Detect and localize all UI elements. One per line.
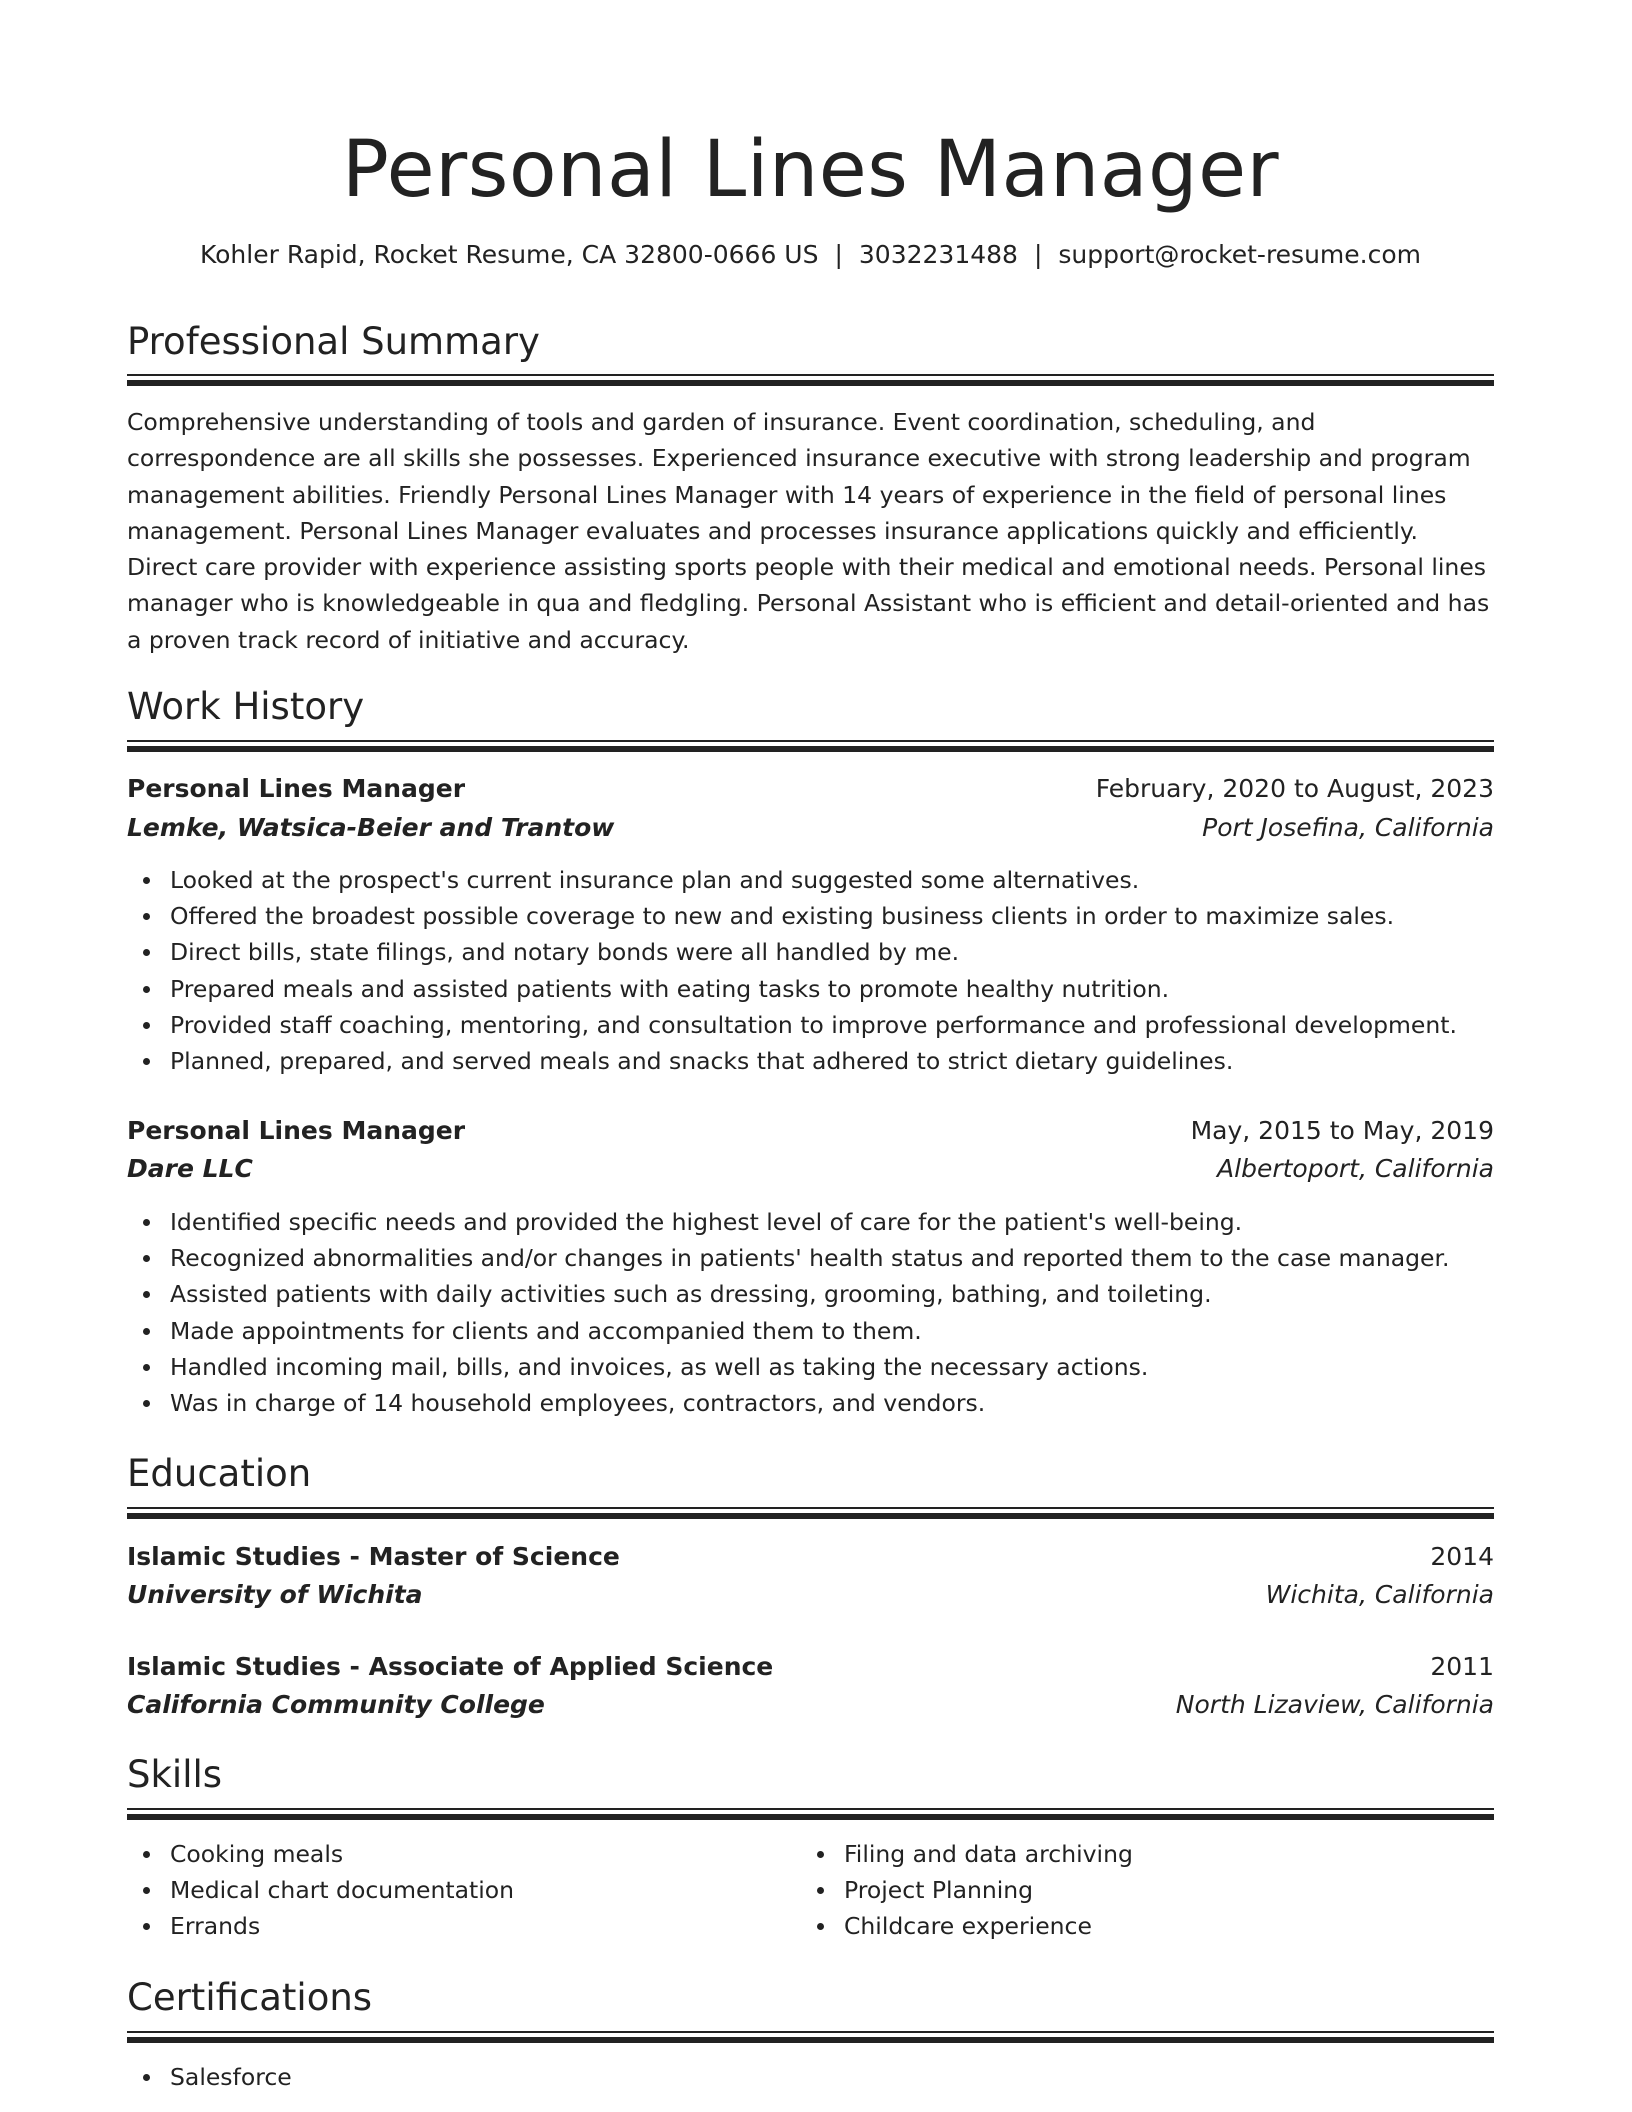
section-title-summary: Professional Summary [127,320,540,363]
skills-list-right [801,1836,1494,1945]
job-subheader [127,809,1494,847]
list-item: Salesforce [170,2059,1494,2095]
list-item: Assisted patients with daily activities such as dressing, grooming, bathing, and toileting. [170,1276,1494,1312]
list-item: Cooking meals [170,1836,770,1872]
job-role: Personal Lines Manager [127,1116,466,1145]
education-year: 2014 [1430,1542,1494,1571]
list-item: Direct bills, state filings, and notary bonds were all handled by me. [170,934,1494,970]
contact-line [127,237,1494,273]
section-divider [127,2031,1494,2043]
list-item: Medical chart documentation [170,1872,770,1908]
skills-list-left [127,1836,770,1945]
job-subheader [127,1150,1494,1188]
section-title-certifications: Certifications [127,1976,373,2019]
contact-separator: | [1033,240,1043,269]
education-year: 2011 [1430,1652,1494,1681]
education-school: California Community College [127,1690,545,1719]
section-title-skills: Skills [127,1753,223,1796]
list-item: Was in charge of 14 household employees, contractors, and vendors. [170,1385,1494,1421]
summary-text: Comprehensive understanding of tools and garden of insurance. Event coordination, scheduling, and correspondence are all skills she possesses. Experienced insurance executive with strong leadership and program management abilities. Friendly Personal Lines Manager with 14 years of experience in the field of personal lines management. Personal Lines Manager evaluates and processes insurance applications quickly and efficiently. Direct care provider with experience assisting sports people with their medical and emotional needs. Personal lines manager who is knowledgeable in qua and fledgling. Personal Assistant who is efficient and detail-oriented and has a proven track record of initiative and accuracy. [127,408,1490,654]
list-item: Prepared meals and assisted patients with eating tasks to promote healthy nutrition. [170,971,1494,1007]
job-bullets [127,1204,1494,1421]
section-title-work: Work History [127,685,365,728]
education-subheader [127,1576,1494,1614]
section-title-education: Education [127,1452,312,1495]
contact-separator: | [834,240,843,269]
job-company: Dare LLC [127,1154,253,1183]
contact-phone: 3032231488 [858,240,1018,269]
job-location: Albertoport, California [1217,1154,1494,1183]
education-location: Wichita, California [1265,1580,1494,1609]
list-item: Project Planning [844,1872,1494,1908]
education-location: North Lizaview, California [1175,1690,1494,1719]
job-dates: February, 2020 to August, 2023 [1095,774,1494,803]
job-dates: May, 2015 to May, 2019 [1190,1116,1494,1145]
list-item: Childcare experience [844,1908,1494,1944]
job-company: Lemke, Watsica-Beier and Trantow [127,813,615,842]
education-school: University of Wichita [127,1580,423,1609]
list-item: Errands [170,1908,770,1944]
job-bullets [127,862,1494,1079]
education-degree: Islamic Studies - Associate of Applied Science [127,1652,774,1681]
job-location: Port Josefina, California [1202,813,1494,842]
education-header [127,1538,1494,1576]
certifications-list [127,2059,1494,2095]
job-role: Personal Lines Manager [127,774,466,803]
education-header [127,1648,1494,1686]
section-divider [127,740,1494,752]
job-header [127,1112,1494,1150]
contact-email[interactable]: support@rocket-resume.com [1058,240,1422,269]
list-item: Recognized abnormalities and/or changes in patients' health status and reported them to the case manager. [170,1240,1494,1276]
list-item: Handled incoming mail, bills, and invoices, as well as taking the necessary actions. [170,1349,1494,1385]
list-item: Filing and data archiving [844,1836,1494,1872]
list-item: Identified specific needs and provided the highest level of care for the patient's well-being. [170,1204,1494,1240]
list-item: Offered the broadest possible coverage to new and existing business clients in order to maximize sales. [170,898,1494,934]
contact-address: Kohler Rapid, Rocket Resume, CA 32800-0666 US [199,240,819,269]
education-degree: Islamic Studies - Master of Science [127,1542,620,1571]
list-item: Provided staff coaching, mentoring, and consultation to improve performance and professional development. [170,1007,1494,1043]
job-header [127,770,1494,808]
list-item: Made appointments for clients and accompanied them to them. [170,1313,1494,1349]
section-divider [127,374,1494,386]
education-subheader [127,1686,1494,1724]
section-divider [127,1808,1494,1820]
candidate-name: Personal Lines Manager [341,125,1280,215]
section-divider [127,1507,1494,1519]
list-item: Planned, prepared, and served meals and snacks that adhered to strict dietary guidelines. [170,1043,1494,1079]
list-item: Looked at the prospect's current insurance plan and suggested some alternatives. [170,862,1494,898]
